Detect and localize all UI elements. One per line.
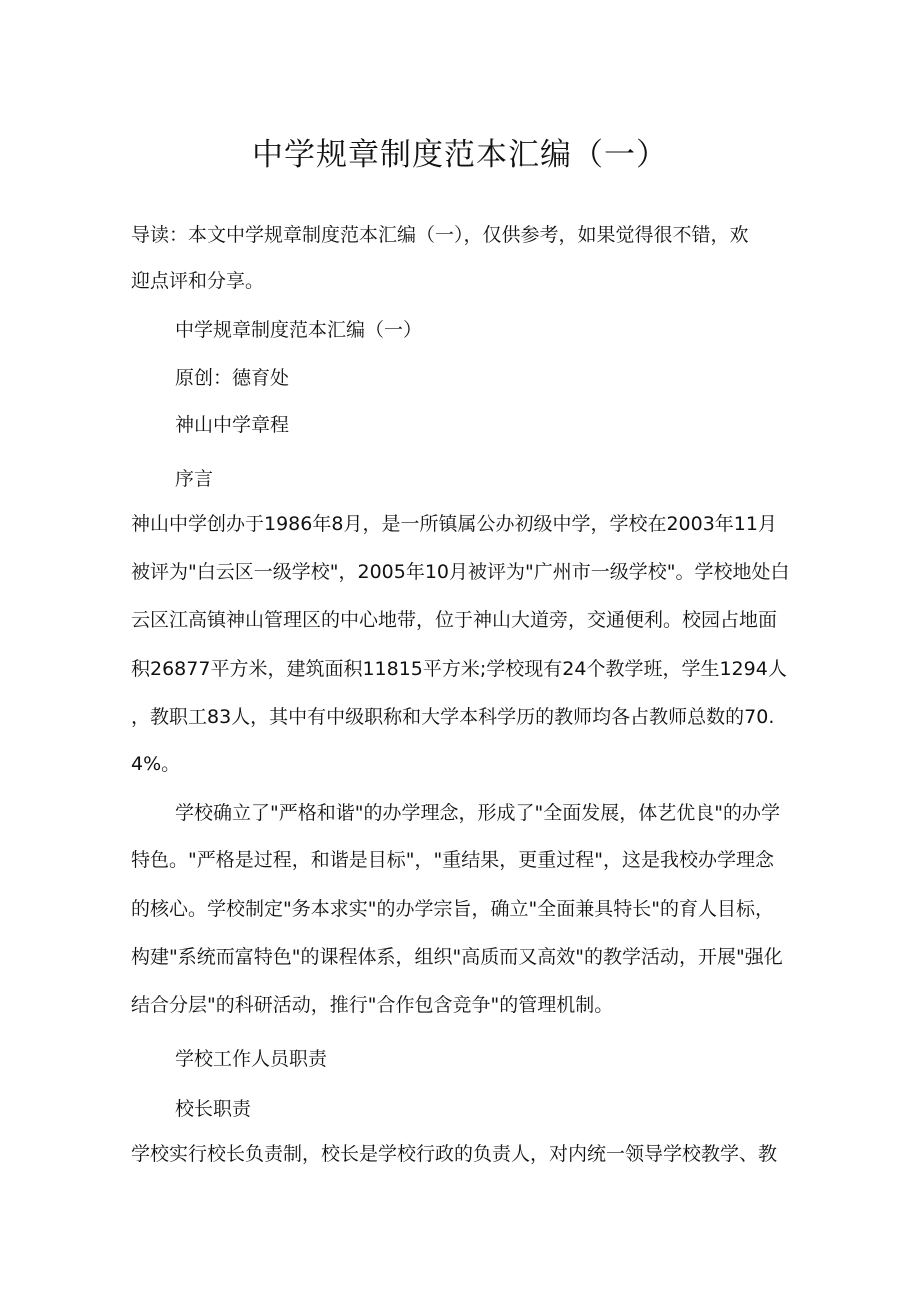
paragraph2-line-3: 的核心。学校制定"务本求实"的办学宗旨，确立"全面兼具特长"的育人目标， [131,898,774,920]
principal-duties-heading: 校长职责 [175,1098,252,1120]
paragraph1-line-3: 云区江高镇神山管理区的中心地带，位于神山大道旁，交通便利。校园占地面 [131,609,778,631]
paragraph1-line-1: 神山中学创办于1986年8月，是一所镇属公办初级中学，学校在2003年11月 [131,513,777,535]
paragraph1-line-4: 积26877平方米，建筑面积11815平方米;学校现有24个教学班，学生1294人 [131,658,787,680]
intro-line-1: 导读：本文中学规章制度范本汇编（一），仅供参考，如果觉得很不错，欢 [131,224,749,246]
paragraph2-line-2: 特色。"严格是过程，和谐是目标"，"重结果，更重过程"，这是我校办学理念 [131,849,774,871]
paragraph1-line-6: 4%。 [131,753,181,775]
paragraph1-line-5: ，教职工83人，其中有中级职称和大学本科学历的教师均各占教师总数的70. [131,706,775,728]
author-line: 原创：德育处 [175,367,290,389]
preface-heading: 序言 [175,468,214,490]
subtitle-heading: 中学规章制度范本汇编（一） [175,319,423,341]
paragraph3-line-1: 学校实行校长负责制，校长是学校行政的负责人，对内统一领导学校教学、教 [131,1143,778,1165]
charter-heading: 神山中学章程 [175,414,290,436]
paragraph2-line-5: 结合分层"的科研活动，推行"合作包含竞争"的管理机制。 [131,994,614,1016]
document-title: 中学规章制度范本汇编（一） [252,137,668,173]
paragraph1-line-2: 被评为"白云区一级学校"，2005年10月被评为"广州市一级学校"。学校地处白 [131,561,790,583]
staff-duties-heading: 学校工作人员职责 [175,1048,328,1070]
paragraph2-line-4: 构建"系统而富特色"的课程体系，组织"高质而又高效"的教学活动，开展"强化 [131,946,783,968]
paragraph2-line-1: 学校确立了"严格和谐"的办学理念，形成了"全面发展，体艺优良"的办学 [175,802,780,824]
intro-line-2: 迎点评和分享。 [131,270,265,292]
